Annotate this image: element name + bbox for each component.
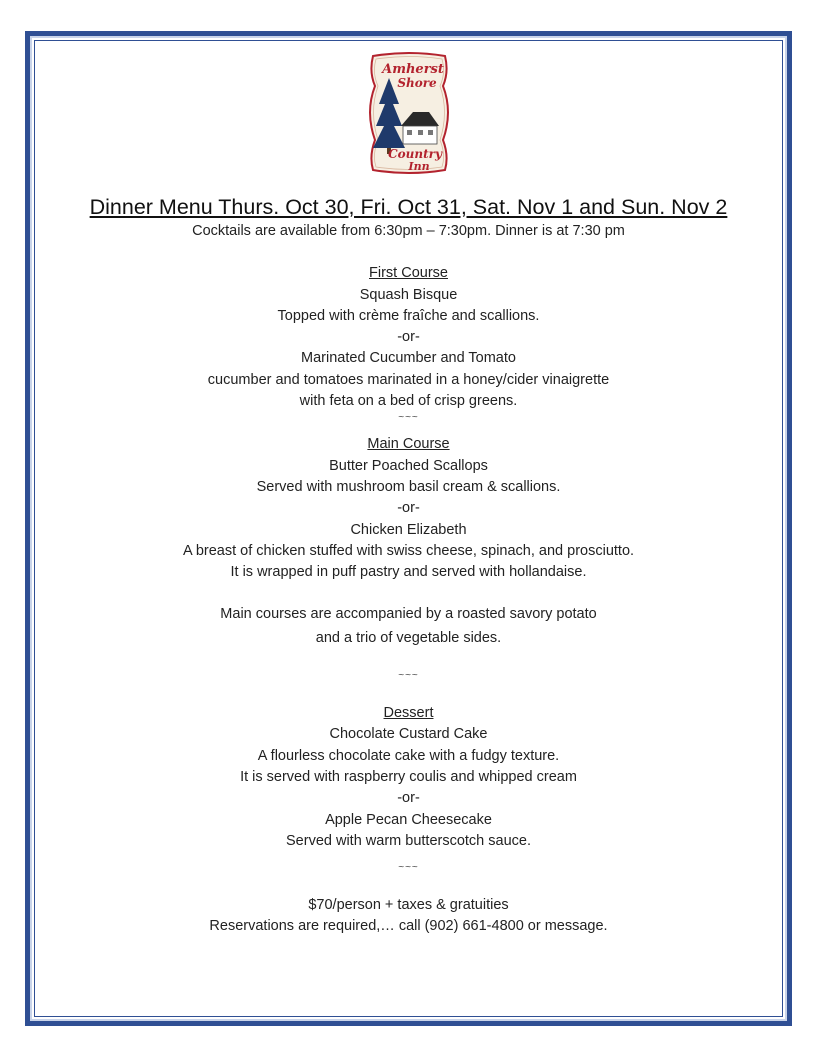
dessert-item1-desc1: A flourless chocolate cake with a fudgy texture. [257,747,560,764]
logo-text-2: Shore [396,76,437,90]
dessert-or: -or- [397,790,420,807]
menu-content [40,52,777,938]
dessert-item1-desc2: It is served with raspberry coulis and whipped cream [240,768,577,785]
first-course-heading: First Course [369,265,448,282]
main-course-note2: and a trio of vegetable sides. [315,629,502,646]
logo-text-3: Country [387,147,442,161]
cocktails-info: Cocktails are available from 6:30pm – 7:30pm. Dinner is at 7:30 pm [192,223,625,239]
main-course-item1-desc: Served with mushroom basil cream & scallions. [256,478,561,495]
logo-text-1: Amherst [381,62,444,77]
first-course-item2-name: Marinated Cucumber and Tomato [301,350,516,367]
first-course-item2-desc2: with feta on a bed of crisp greens. [299,393,518,410]
dessert-item2-name: Apple Pecan Cheesecake [325,811,492,828]
dessert-heading: Dessert [383,705,434,722]
first-course-separator: ~~~ [398,412,419,424]
first-course-item1-desc: Topped with crème fraîche and scallions. [277,307,540,324]
first-course-or: -or- [397,329,420,346]
inn-logo [363,52,455,174]
main-course-item2-desc1: A breast of chicken stuffed with swiss cheese, spinach, and prosciutto. [182,542,635,559]
dessert-separator: ~~~ [398,862,419,874]
first-course-item2-desc1: cucumber and tomatoes marinated in a honey/cider vinaigrette [207,371,610,388]
dessert-item2-desc: Served with warm butterscotch sauce. [286,832,531,849]
price-info: $70/person + taxes & gratuities [308,897,509,914]
logo-text-4: Inn [407,160,430,173]
first-course-item1-name: Squash Bisque [359,286,458,303]
main-course-item2-name: Chicken Elizabeth [350,521,467,538]
dessert-item1-name: Chocolate Custard Cake [329,726,488,743]
main-course-separator: ~~~ [398,670,419,682]
main-course-or: -or- [397,500,420,517]
main-course-item1-name: Butter Poached Scallops [329,457,488,474]
reservation-info: Reservations are required,… call (902) 661-4800 or message. [209,918,608,935]
main-course-note1: Main courses are accompanied by a roasted savory potato [220,606,597,623]
main-course-heading: Main Course [367,436,450,453]
menu-title: Dinner Menu Thurs. Oct 30, Fri. Oct 31, Sat. Nov 1 and Sun. Nov 2 [89,195,728,219]
main-course-item2-desc2: It is wrapped in puff pastry and served with hollandaise. [230,564,587,581]
